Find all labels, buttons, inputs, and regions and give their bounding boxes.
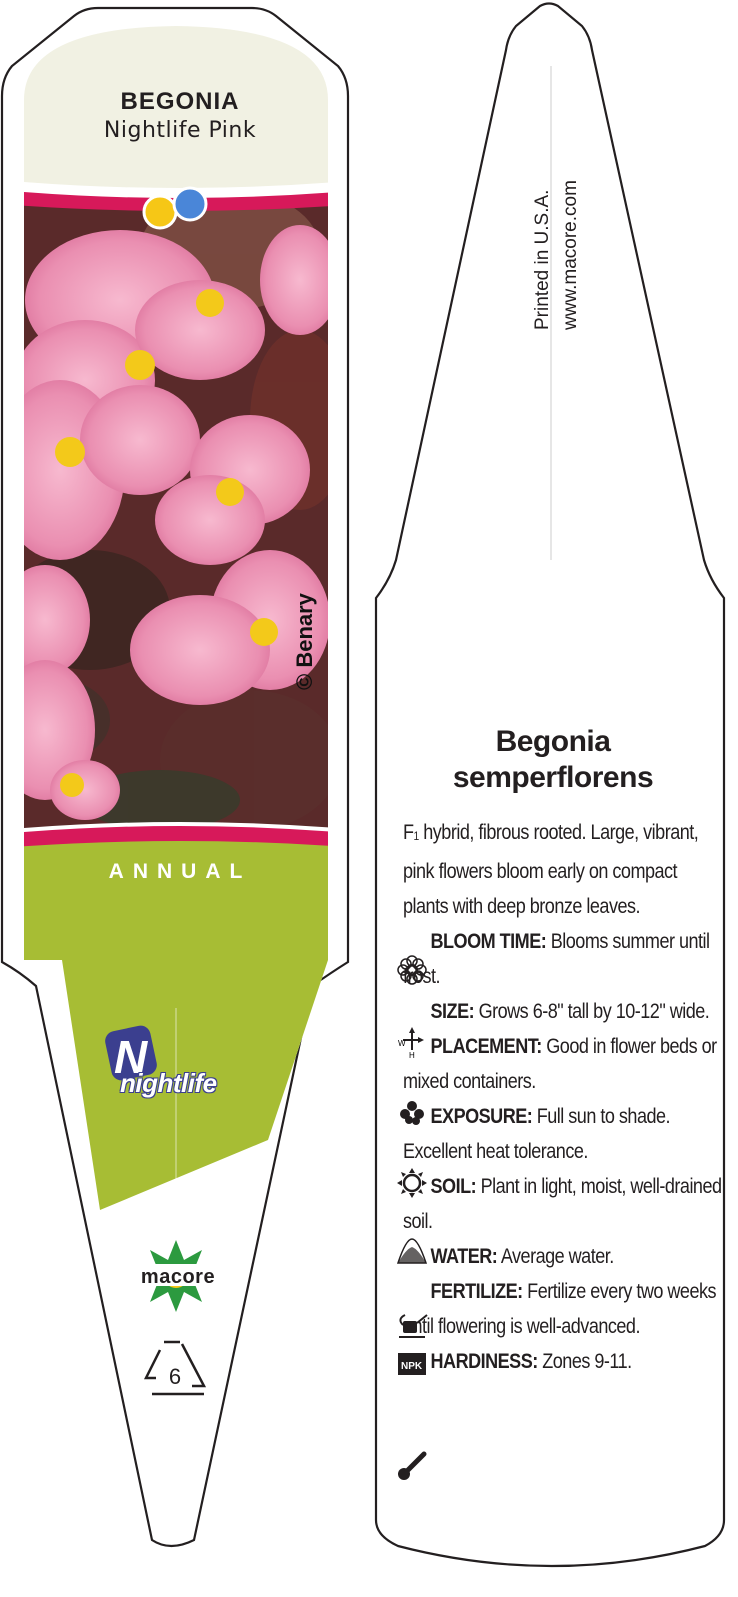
intro-f: F — [403, 821, 414, 844]
care-text: Average water. — [497, 1245, 614, 1268]
care-text: Blooms summer until frost. — [403, 930, 710, 988]
npk-label: NPK — [401, 1361, 423, 1372]
scientific-name-line-2: semperflorens — [452, 761, 654, 794]
care-item — [403, 1169, 723, 1239]
scientific-name — [383, 724, 723, 796]
recycle-number: 6 — [168, 1364, 182, 1389]
size-icon-w: W — [398, 1039, 406, 1048]
care-label: FERTILIZE: — [430, 1280, 523, 1303]
company-logo-text: macore — [140, 1266, 216, 1288]
care-item — [403, 994, 723, 1029]
care-label: PLACEMENT: — [430, 1035, 542, 1058]
size-icon-h: H — [409, 1051, 415, 1060]
photo-credit: © Benary — [292, 593, 317, 690]
printed-info — [530, 30, 586, 330]
care-text: Full sun to shade. Excellent heat tolerance. — [403, 1105, 671, 1163]
plant-subtitle: Nightlife Pink — [103, 118, 257, 143]
care-text: Zones 9-11. — [537, 1350, 632, 1373]
intro-text: hybrid, fibrous rooted. Large, vibrant, pink flowers bloom early on compact plants with deep bronze leaves. — [403, 821, 699, 918]
care-label: BLOOM TIME: — [430, 930, 547, 953]
care-text: Plant in light, moist, well-drained soil. — [403, 1175, 722, 1233]
care-text: Good in flower beds or mixed containers. — [403, 1035, 717, 1093]
care-item — [403, 1099, 723, 1169]
series-logo-text: nightlife — [120, 1068, 217, 1098]
category-label: ANNUAL — [108, 860, 252, 883]
care-label: SIZE: — [430, 1000, 475, 1023]
care-item — [403, 924, 723, 994]
intro-sub: 1 — [413, 829, 419, 843]
care-text: Fertilize every two weeks until flowering is well-advanced. — [403, 1280, 717, 1338]
care-item — [403, 1274, 723, 1344]
care-label: HARDINESS: — [430, 1350, 538, 1373]
care-item — [403, 1344, 723, 1379]
care-label: EXPOSURE: — [430, 1105, 533, 1128]
care-description — [403, 815, 723, 1379]
blue-dot — [174, 188, 206, 220]
care-item — [403, 1029, 723, 1099]
svg-text:N: N — [114, 1031, 148, 1083]
printed-line-1: Printed in U.S.A. — [532, 189, 553, 330]
intro-paragraph — [403, 815, 723, 924]
care-item — [403, 1239, 723, 1274]
care-label: SOIL: — [430, 1175, 477, 1198]
yellow-dot — [144, 196, 176, 228]
scientific-name-line-1: Begonia — [495, 725, 611, 758]
care-text: Grows 6-8" tall by 10-12" wide. — [474, 1000, 710, 1023]
printed-line-2: www.macore.com — [560, 180, 581, 330]
plant-title: BEGONIA — [120, 88, 240, 115]
care-label: WATER: — [430, 1245, 498, 1268]
